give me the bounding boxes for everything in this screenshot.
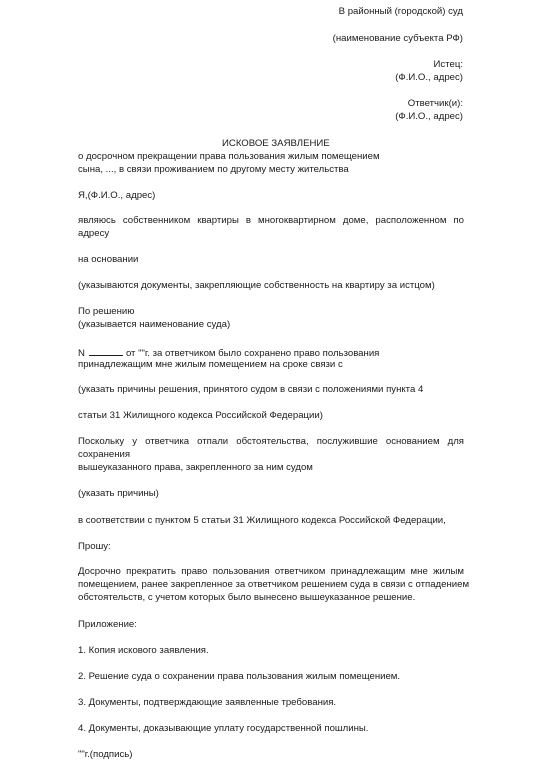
documents-note: (указываются документы, закрепляющие собственность на квартиру за истцом) [78,280,435,291]
request-line-3: обстоятельств, с учетом которых было вынесено вышеуказанное решение. [78,592,416,603]
court-name-note: (указывается наименование суда) [78,319,231,330]
specify-reasons-note: (указать причины) [78,488,159,499]
number-label: N [78,348,85,359]
decision-line-2: принадлежащим мне жилым помещением на сроке связи с [78,359,343,370]
plaintiff-label: Истец: [433,59,463,70]
since-line-1: Поскольку у ответчика отпали обстоятельства, послужившие основанием для [78,436,464,447]
subject-line: (наименование субъекта РФ) [332,33,463,44]
request-label: Прошу: [78,541,111,552]
appendix-item: 3. Документы, подтверждающие заявленные требования. [78,697,337,708]
decision-line-1 [78,346,379,360]
signature-line: ""г.(подпись) [78,749,133,760]
per-clause-line: в соответствии с пунктом 5 статьи 31 Жилищного кодекса Российской Федерации, [78,515,446,526]
since-line-3: вышеуказанного права, закрепленного за ним судом [78,462,313,473]
plaintiff-intro: Я,(Ф.И.О., адрес) [78,190,156,201]
number-blank [89,346,123,356]
appendix-item: 1. Копия искового заявления. [78,645,209,656]
since-line-2: сохранения [78,449,131,460]
basis-line: на основании [78,254,139,265]
by-decision-line: По решению [78,306,135,317]
reason-line-1: (указать причины решения, принятого судом в связи с положениями пункта 4 [78,384,424,395]
appendix-label: Приложение: [78,619,137,630]
owner-line-1: являюсь собственником квартиры в многоквартирном доме, расположенном по [78,215,464,226]
document-title: ИСКОВОЕ ЗАЯВЛЕНИЕ [222,138,330,149]
appendix-item: 2. Решение суда о сохранении права пользования жилым помещением. [78,671,401,682]
appendix-item: 4. Документы, доказывающие уплату государственной пошлины. [78,723,369,734]
defendant-fio: (Ф.И.О., адрес) [395,111,463,122]
request-line-2: помещением, ранее закрепленное за ответчиком решением суда в связи с отпадением [78,579,470,590]
court-line: В районный (городской) суд [338,6,463,17]
request-line-1: Досрочно прекратить право пользования ответчиком принадлежащим мне жилым [78,566,464,577]
reason-line-2: статьи 31 Жилищного кодекса Российской Федерации) [78,410,323,421]
subtitle-line-1: о досрочном прекращении права пользования жилым помещением [78,151,380,162]
defendant-label: Ответчик(и): [407,98,463,109]
plaintiff-fio: (Ф.И.О., адрес) [395,72,463,83]
owner-line-2: адресу [78,228,110,239]
subtitle-line-2: сына, ..., в связи проживанием по другому месту жительства [78,164,349,175]
decision-line-1-text: от ""г. за ответчиком было сохранено право пользования [125,348,380,359]
